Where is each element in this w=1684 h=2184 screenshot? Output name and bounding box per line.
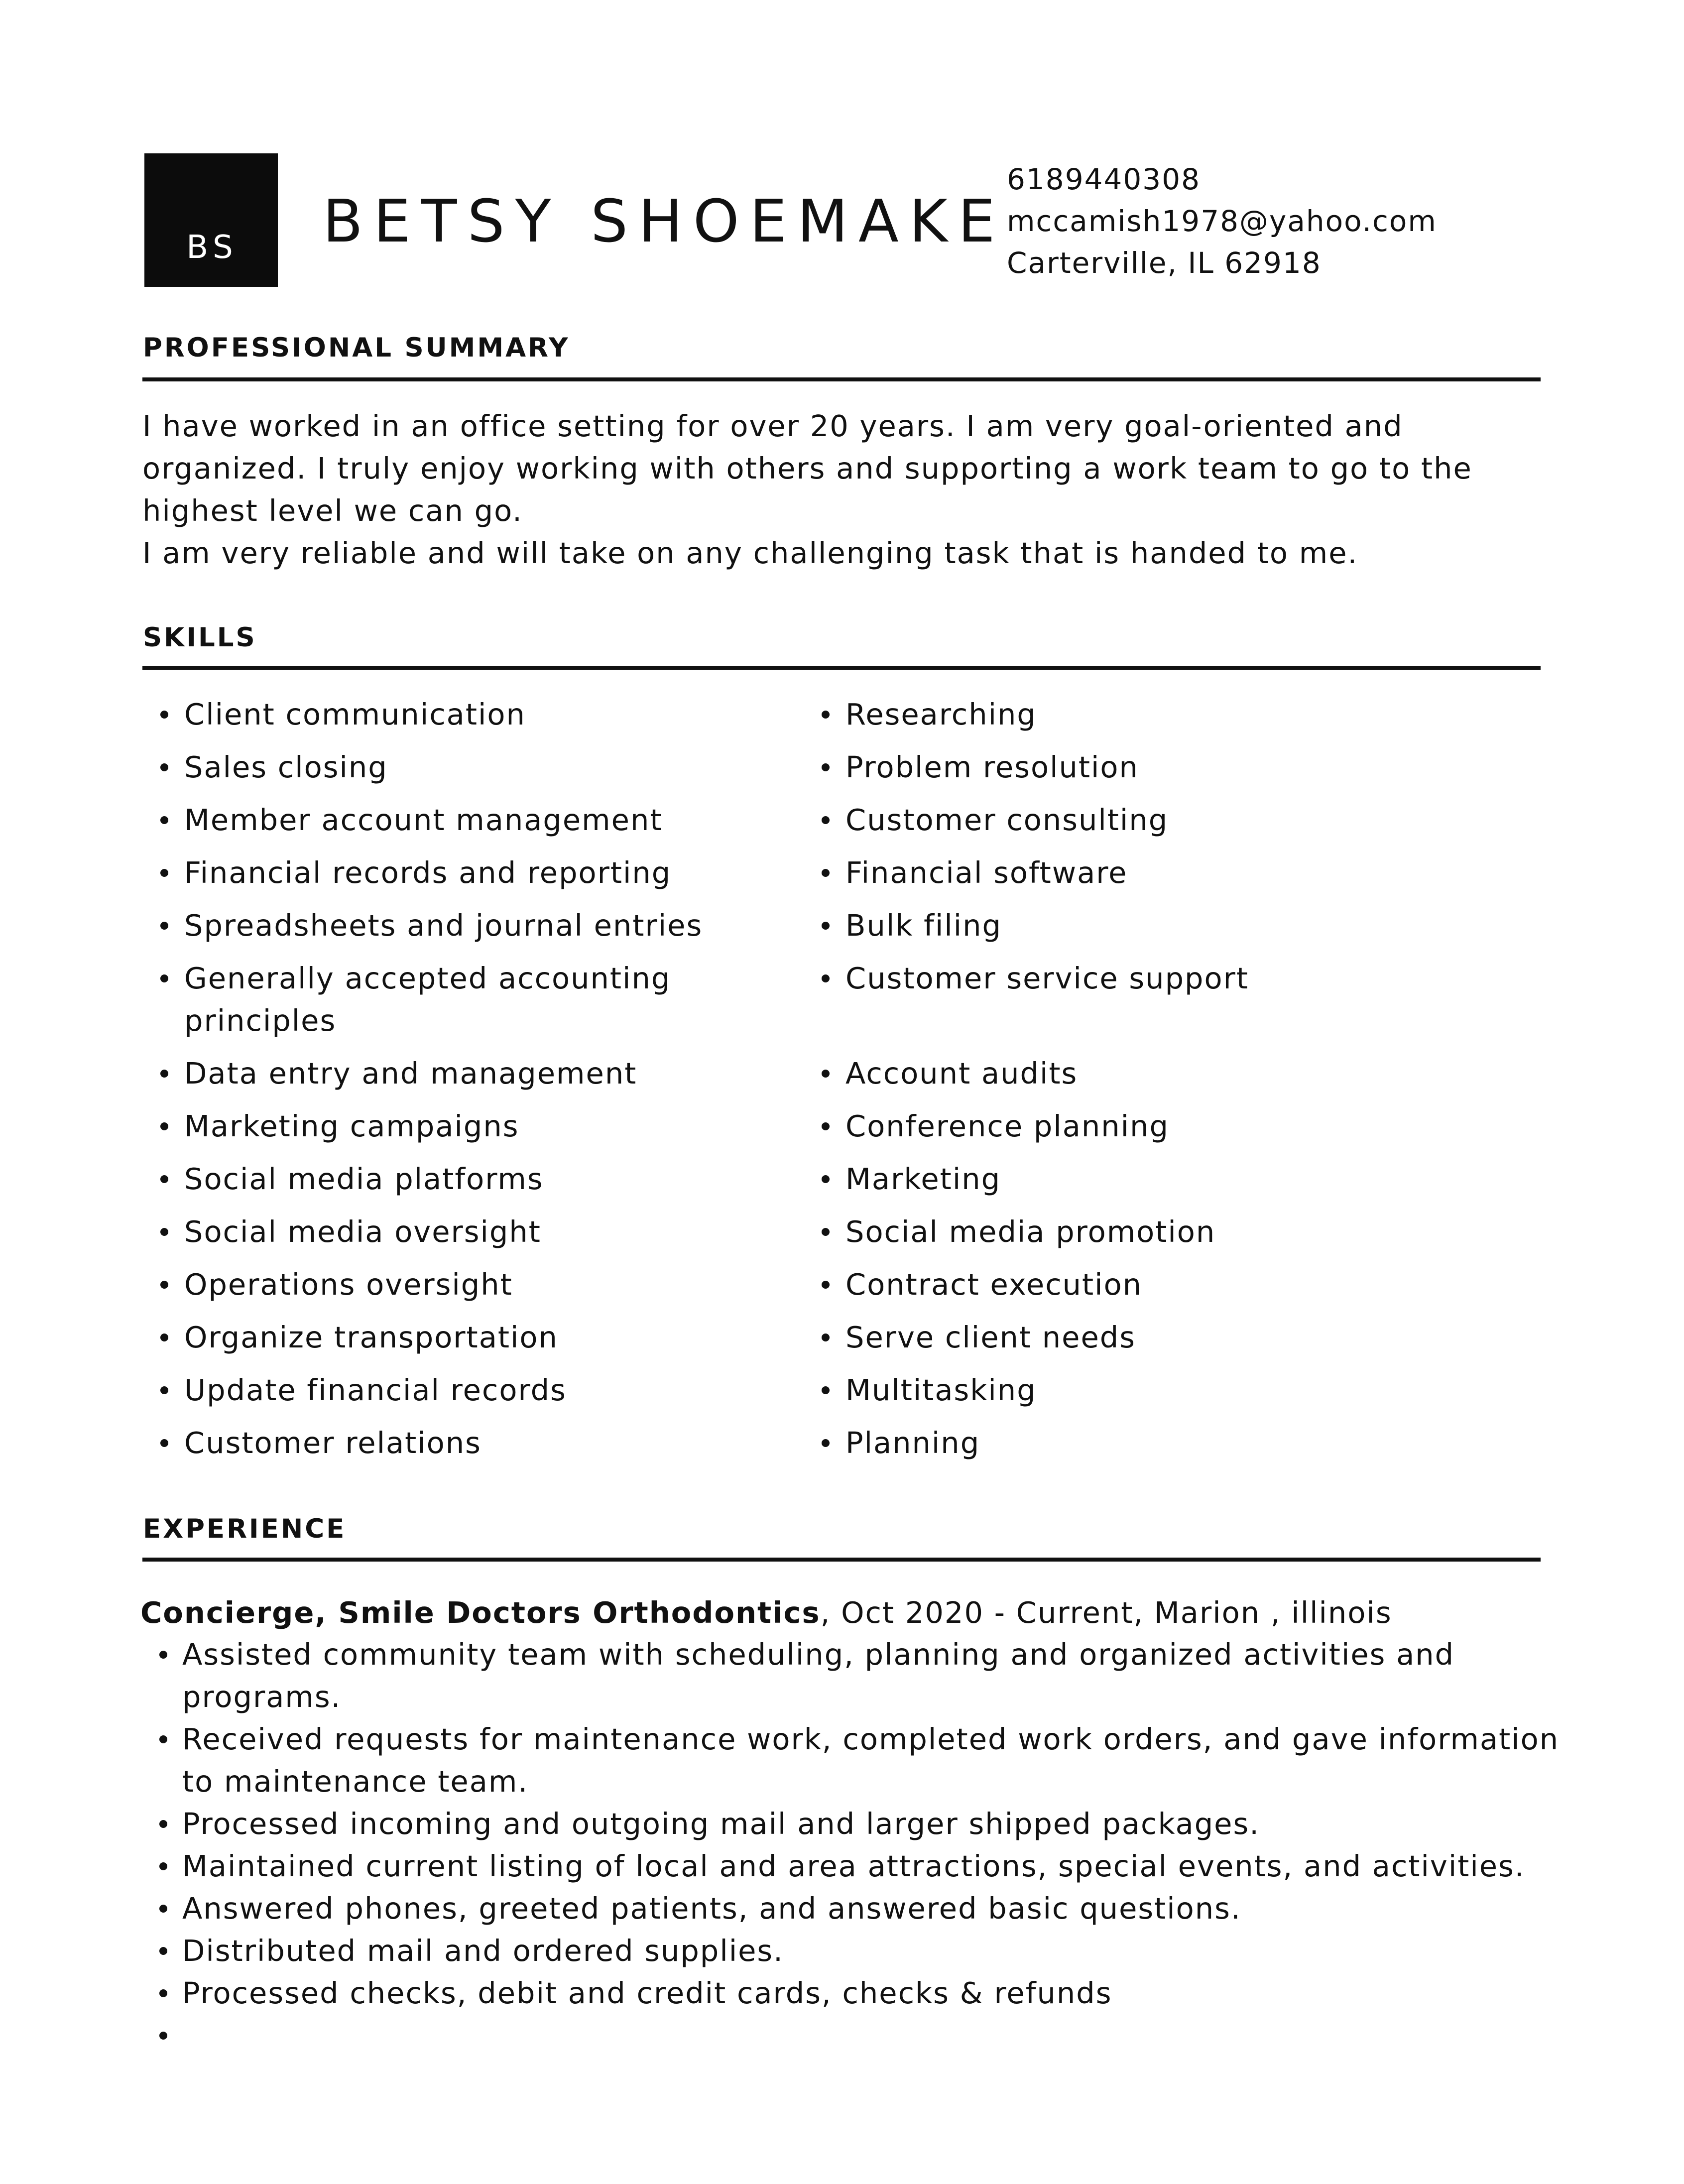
skills-heading: SKILLS bbox=[143, 622, 257, 653]
job-dates-location: , Oct 2020 - Current, Marion , illinois bbox=[820, 1595, 1392, 1630]
skill-item: Marketing campaigns bbox=[142, 1105, 790, 1147]
skill-item: Social media promotion bbox=[804, 1211, 1451, 1253]
skill-item: Sales closing bbox=[142, 746, 790, 788]
skill-item: Conference planning bbox=[804, 1105, 1451, 1147]
monogram-initials: BS bbox=[186, 229, 238, 266]
skill-item: Financial software bbox=[804, 851, 1451, 894]
duty-item: Processed incoming and outgoing mail and larger shipped packages. bbox=[140, 1803, 1584, 1845]
summary-paragraph-1: I have worked in an office setting for over 20 years. I am very goal-oriented and organized. I truly enjoy working with others and supporting a work team to go to the highest level we can go. bbox=[142, 409, 1472, 528]
skill-item: Financial records and reporting bbox=[142, 851, 790, 894]
summary-divider bbox=[142, 377, 1541, 381]
skill-item: Problem resolution bbox=[804, 746, 1451, 788]
skill-item: Social media platforms bbox=[142, 1158, 790, 1200]
duty-item: Processed checks, debit and credit cards, checks & refunds bbox=[140, 1972, 1584, 2014]
skill-item: Marketing bbox=[804, 1158, 1451, 1200]
skill-item: Bulk filing bbox=[804, 904, 1451, 947]
job-title-company: Concierge, Smile Doctors Orthodontics bbox=[140, 1595, 821, 1630]
summary-paragraph-2: I am very reliable and will take on any challenging task that is handed to me. bbox=[142, 536, 1358, 570]
skills-left-column bbox=[142, 693, 790, 1474]
duty-item: Received requests for maintenance work, completed work orders, and gave information to maintenance team. bbox=[140, 1718, 1584, 1803]
monogram-badge bbox=[144, 153, 278, 287]
skill-item: Planning bbox=[804, 1422, 1451, 1464]
candidate-name: BETSY SHOEMAKE bbox=[323, 187, 1006, 255]
skill-item: Account audits bbox=[804, 1052, 1451, 1094]
skill-item: Serve client needs bbox=[804, 1316, 1451, 1358]
email-address: mccamish1978@yahoo.com bbox=[1007, 204, 1437, 238]
skill-item: Update financial records bbox=[142, 1369, 790, 1411]
job-duties-list bbox=[140, 1633, 1584, 2057]
skill-item: Customer service support bbox=[804, 957, 1451, 1042]
skill-item: Client communication bbox=[142, 693, 790, 735]
experience-heading: EXPERIENCE bbox=[143, 1514, 347, 1544]
location: Carterville, IL 62918 bbox=[1007, 246, 1322, 280]
summary-text bbox=[142, 405, 1541, 574]
skill-item: Contract execution bbox=[804, 1263, 1451, 1306]
skills-divider bbox=[142, 666, 1541, 670]
duty-item: Distributed mail and ordered supplies. bbox=[140, 1930, 1584, 1972]
duty-item: Maintained current listing of local and area attractions, special events, and activities. bbox=[140, 1845, 1584, 1887]
skill-item: Data entry and management bbox=[142, 1052, 790, 1094]
skill-item: Multitasking bbox=[804, 1369, 1451, 1411]
experience-divider bbox=[142, 1558, 1541, 1562]
skill-item: Social media oversight bbox=[142, 1211, 790, 1253]
duty-item: Assisted community team with scheduling, planning and organized activities and programs. bbox=[140, 1633, 1584, 1718]
skill-item: Spreadsheets and journal entries bbox=[142, 904, 790, 947]
skill-item: Organize transportation bbox=[142, 1316, 790, 1358]
job-header bbox=[140, 1591, 1392, 1634]
skill-item: Member account management bbox=[142, 799, 790, 841]
skill-item: Operations oversight bbox=[142, 1263, 790, 1306]
skill-item: Generally accepted accounting principles bbox=[142, 957, 790, 1042]
phone-number: 6189440308 bbox=[1007, 162, 1201, 196]
duty-item: Answered phones, greeted patients, and answered basic questions. bbox=[140, 1887, 1584, 1930]
duty-item-empty bbox=[140, 2014, 1584, 2057]
skills-right-column bbox=[804, 693, 1451, 1474]
skill-item: Customer relations bbox=[142, 1422, 790, 1464]
contact-block bbox=[1007, 158, 1437, 284]
skill-item: Customer consulting bbox=[804, 799, 1451, 841]
skill-item: Researching bbox=[804, 693, 1451, 735]
summary-heading: PROFESSIONAL SUMMARY bbox=[143, 333, 570, 363]
